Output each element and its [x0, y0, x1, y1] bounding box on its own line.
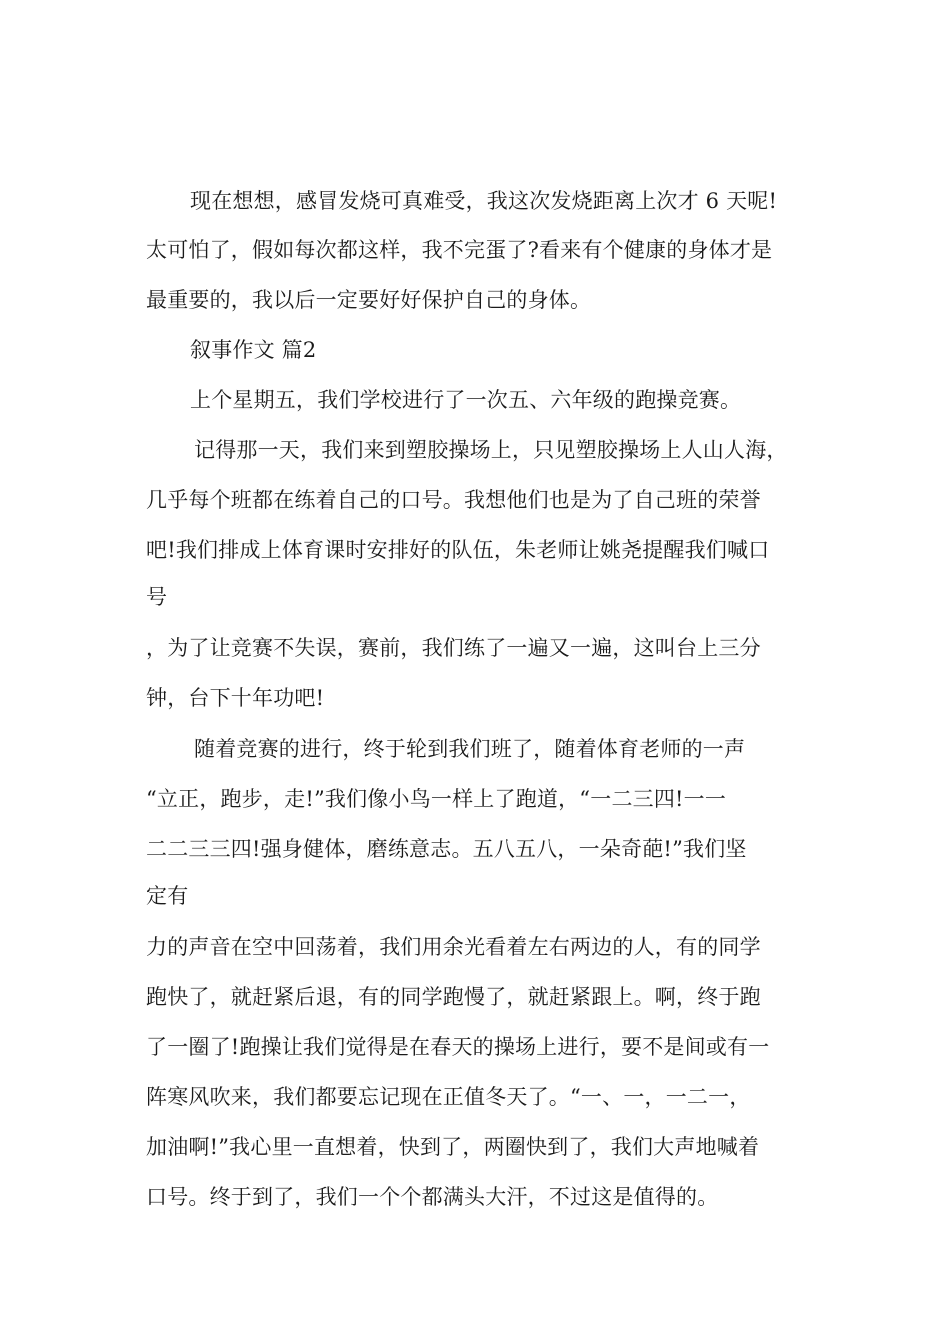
paragraph-line: 二二三三四!强身健体，磨练意志。五八五八，一朵奇葩!”我们坚 [146, 837, 747, 861]
paragraph-line: 钟，台下十年功吧! [146, 686, 325, 710]
section-heading: 叙事作文 篇2 [190, 338, 317, 362]
paragraph-line: 随着竞赛的进行，终于轮到我们班了，随着体育老师的一声 [194, 737, 746, 761]
paragraph-line: 跑快了，就赶紧后退，有的同学跑慢了，就赶紧跟上。啊，终于跑 [146, 985, 761, 1009]
paragraph-line: 加油啊!”我心里一直想着，快到了，两圈快到了，我们大声地喊着 [146, 1135, 760, 1159]
paragraph-line: “立正，跑步，走!”我们像小鸟一样上了跑道，“一二三四!一一 [146, 787, 727, 811]
paragraph-line: 口号。终于到了，我们一个个都满头大汗，不过这是值得的。 [146, 1185, 719, 1209]
paragraph-line: 力的声音在空中回荡着，我们用余光看着左右两边的人，有的同学 [146, 935, 761, 959]
paragraph-line: 现在想想，感冒发烧可真难受，我这次发烧距离上次才 6 天呢! [190, 189, 778, 213]
paragraph-line: 太可怕了，假如每次都这样，我不完蛋了?看来有个健康的身体才是 [146, 238, 773, 262]
paragraph-line: 号 [146, 585, 168, 609]
paragraph-line: 记得那一天，我们来到塑胶操场上，只见塑胶操场上人山人海， [194, 438, 788, 462]
paragraph-line: 几乎每个班都在练着自己的口号。我想他们也是为了自己班的荣誉 [146, 488, 761, 512]
paragraph-line: 上个星期五，我们学校进行了一次五、六年级的跑操竞赛。 [190, 388, 742, 412]
paragraph-line: 阵寒风吹来，我们都要忘记现在正值冬天了。“一、一，一二一， [146, 1085, 751, 1109]
paragraph-line: ，为了让竞赛不失误，赛前，我们练了一遍又一遍，这叫台上三分 [146, 636, 761, 660]
paragraph-line: 最重要的，我以后一定要好好保护自己的身体。 [146, 288, 592, 312]
paragraph-line: 了一圈了!跑操让我们觉得是在春天的操场上进行，要不是间或有一 [146, 1035, 770, 1059]
paragraph-line: 定有 [146, 884, 189, 908]
paragraph-line: 吧!我们排成上体育课时安排好的队伍，朱老师让姚尧提醒我们喊口 [146, 538, 770, 562]
